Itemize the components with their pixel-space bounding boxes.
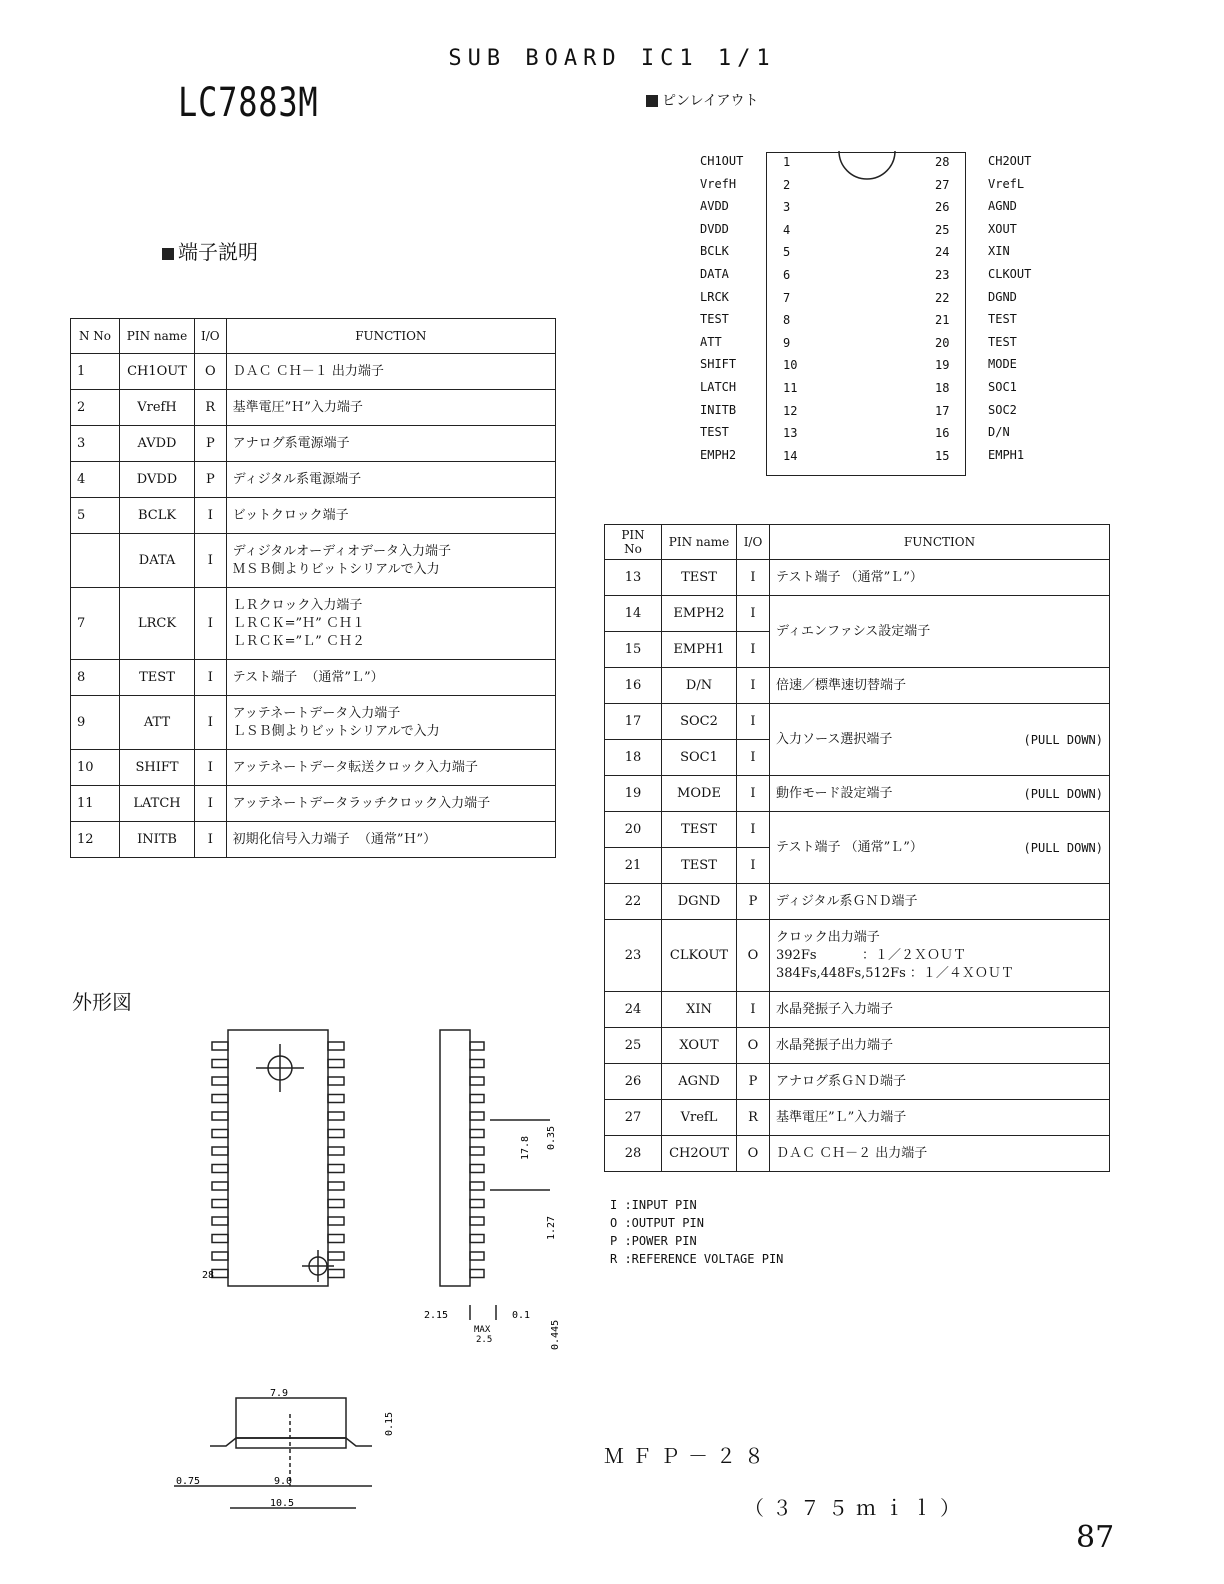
pin-name: TEST [662, 812, 737, 848]
pinout-label: MODE [988, 357, 1017, 372]
table-row [71, 750, 556, 786]
pin-io: P [737, 1064, 770, 1100]
table-row [605, 1028, 1110, 1064]
pin-io: I [737, 632, 770, 668]
function-text: 動作モード設定端子 [776, 785, 893, 801]
pin-io: I [737, 812, 770, 848]
pinout-number: 26 [935, 200, 950, 215]
pin-name: EMPH2 [662, 596, 737, 632]
table-row [605, 560, 1110, 596]
pin-name: LATCH [120, 786, 195, 822]
pin-desc-title: 端子説明 [178, 240, 258, 264]
pin-number: 8 [71, 660, 120, 696]
dim-length: 17.8 [520, 1135, 531, 1160]
pin-io: I [737, 992, 770, 1028]
pin-function [770, 704, 1110, 776]
package-lead [328, 1165, 344, 1173]
function-text: 基準電圧”Ｌ”入力端子 [776, 1109, 907, 1125]
pin-io: I [737, 776, 770, 812]
pin-number: 28 [605, 1136, 662, 1172]
pinout-label: XIN [988, 244, 1010, 259]
pin-name: SHIFT [120, 750, 195, 786]
dim-pin28: 28 [202, 1270, 215, 1281]
pin-number: 9 [71, 696, 120, 750]
pin-function: ディジタルオーディオデータ入力端子 ＭＳＢ側よりビットシリアルで入力 [226, 534, 555, 588]
pin-function: ディジタル系電源端子 [226, 462, 555, 498]
pinout-label: VrefH [700, 176, 737, 191]
pin-function: アナログ系電源端子 [226, 426, 555, 462]
dim-thickness: 0.445 [550, 1319, 561, 1350]
table-row [71, 588, 556, 660]
table-row [605, 704, 1110, 740]
pin-function: ＬＲクロック入力端子 ＬＲＣＫ=”Ｈ” ＣＨ１ ＬＲＣＫ=”Ｌ” ＣＨ２ [226, 588, 555, 660]
pinout-label: TEST [700, 312, 729, 327]
pinout-number: 23 [935, 268, 950, 282]
pin-io: I [195, 660, 227, 696]
pinout-label: LATCH [700, 380, 737, 394]
pin-io: I [195, 696, 227, 750]
pin-layout-title: ピンレイアウト [662, 93, 759, 109]
pinout-number: 15 [935, 448, 950, 463]
dim-standoff: 0.1 [512, 1310, 531, 1321]
pin-function [770, 920, 1110, 992]
outline-title: 外形図 [72, 990, 132, 1014]
table-row [71, 822, 556, 858]
pinout-number: 13 [783, 426, 798, 441]
pinout-label: DATA [700, 267, 729, 281]
package-lead [212, 1252, 228, 1260]
pin-name: TEST [120, 660, 195, 696]
package-lead [470, 1182, 484, 1190]
pin-name: DGND [662, 884, 737, 920]
col-no: PIN No [605, 525, 662, 560]
pin-io: I [195, 498, 227, 534]
package-lead [470, 1200, 484, 1208]
pin-function: 基準電圧”Ｈ”入力端子 [226, 390, 555, 426]
page-number: 87 [1076, 1520, 1115, 1555]
table-row [71, 462, 556, 498]
pin-name: CH2OUT [662, 1136, 737, 1172]
col-function: FUNCTION [770, 525, 1110, 560]
pinout-label: CLKOUT [988, 267, 1032, 281]
package-lead [328, 1060, 344, 1068]
pin-function: アッテネートデータラッチクロック入力端子 [226, 786, 555, 822]
package-lead [470, 1165, 484, 1173]
pinout-number: 28 [935, 155, 950, 169]
pinout-label: BCLK [700, 244, 729, 259]
package-lead [328, 1130, 344, 1138]
package-lead [212, 1147, 228, 1155]
col-pin: PIN name [662, 525, 737, 560]
table-row [71, 696, 556, 750]
pin-number: 4 [71, 462, 120, 498]
package-lead [328, 1112, 344, 1120]
pin-io: O [195, 354, 227, 390]
dim-body-width: 7.9 [270, 1388, 289, 1399]
package-lead [212, 1095, 228, 1103]
pin-number: 13 [605, 560, 662, 596]
table-row [605, 1100, 1110, 1136]
package-lead [470, 1112, 484, 1120]
pin-io: I [195, 786, 227, 822]
pin-io: I [737, 560, 770, 596]
function-text: ＤＡＣ ＣＨ－２ 出力端子 [776, 1145, 928, 1161]
pin-function [770, 1136, 1110, 1172]
package-lead [212, 1165, 228, 1173]
pin-number: 15 [605, 632, 662, 668]
pinout-number: 11 [783, 381, 798, 395]
ic-body [766, 152, 966, 476]
pinout-label: TEST [988, 312, 1017, 327]
function-text: 水晶発振子出力端子 [776, 1037, 894, 1053]
pinout-number: 2 [783, 177, 791, 192]
package-lead [328, 1270, 344, 1278]
package-lead [212, 1235, 228, 1243]
pin-name: EMPH1 [662, 632, 737, 668]
pinout-label: EMPH2 [700, 447, 737, 462]
package-lead [328, 1182, 344, 1190]
pin-name: XOUT [662, 1028, 737, 1064]
dim-lead-length: 0.75 [176, 1476, 201, 1487]
pin-number: 26 [605, 1064, 662, 1100]
package-end-view [170, 1386, 410, 1516]
pin-name: LRCK [120, 588, 195, 660]
pinout-number: 12 [783, 403, 798, 418]
pin-function [770, 1064, 1110, 1100]
package-name: ＭＦＰ－２８ [604, 1444, 772, 1468]
table-row [71, 390, 556, 426]
pin-io: O [737, 1028, 770, 1064]
pin-number: 5 [71, 498, 120, 534]
function-text: テスト端子 （通常”Ｌ”） [776, 569, 923, 585]
package-lead [328, 1200, 344, 1208]
pin-function [770, 812, 1110, 884]
pin-function [770, 776, 1110, 812]
package-lead [470, 1130, 484, 1138]
pin-name: VrefL [662, 1100, 737, 1136]
pin-function [770, 596, 1110, 668]
table-row [605, 884, 1110, 920]
pin-io: I [737, 848, 770, 884]
pin-number: 14 [605, 596, 662, 632]
pin-io: I [737, 668, 770, 704]
pin-io: R [737, 1100, 770, 1136]
pin-name: TEST [662, 560, 737, 596]
pin-number: 22 [605, 884, 662, 920]
package-lead [212, 1077, 228, 1085]
legend-item: O :OUTPUT PIN [610, 1216, 704, 1230]
table-row [71, 498, 556, 534]
function-text: 水晶発振子入力端子 [776, 1001, 894, 1017]
package-lead [212, 1130, 228, 1138]
table-row [605, 992, 1110, 1028]
io-legend [610, 1196, 783, 1268]
pin-number: 17 [605, 704, 662, 740]
function-text: ディジタル系ＧＮＤ端子 [776, 893, 918, 909]
function-text: 倍速／標準速切替端子 [776, 677, 907, 693]
pinout-number: 4 [783, 222, 791, 237]
pinout-number: 6 [783, 268, 791, 282]
pin-function [770, 1100, 1110, 1136]
pinout-number: 1 [783, 155, 791, 169]
function-note: (PULL DOWN) [1023, 732, 1103, 747]
pinout-label: SHIFT [700, 357, 737, 372]
package-lead [470, 1147, 484, 1155]
function-text: アナログ系ＧＮＤ端子 [776, 1073, 907, 1089]
pin-number: 27 [605, 1100, 662, 1136]
pin-name: XIN [662, 992, 737, 1028]
package-lead [470, 1270, 484, 1278]
pin-number: 2 [71, 390, 120, 426]
table-row [605, 812, 1110, 848]
table-row [605, 1136, 1110, 1172]
table-row [71, 354, 556, 390]
package-lead [212, 1182, 228, 1190]
pin-number: 11 [71, 786, 120, 822]
function-text: 入力ソース選択端子 [776, 731, 893, 747]
pin-name: MODE [662, 776, 737, 812]
pinout-number: 16 [935, 426, 950, 441]
package-side-view [440, 1030, 470, 1286]
pinout-number: 25 [935, 222, 950, 237]
dim-max-value: 2.5 [476, 1335, 493, 1345]
pin-io: I [737, 704, 770, 740]
pin-name: ATT [120, 696, 195, 750]
pin-function [770, 992, 1110, 1028]
table-row [71, 786, 556, 822]
pin-number: 25 [605, 1028, 662, 1064]
col-pin: PIN name [120, 319, 195, 354]
pinout-number: 27 [935, 177, 950, 192]
pinout-label: D/N [988, 425, 1010, 440]
pinout-number: 18 [935, 381, 950, 395]
pin-io: P [195, 462, 227, 498]
page-header: SUB BOARD IC1 1/1 [448, 46, 776, 71]
square-bullet-icon [162, 248, 174, 260]
pin-function [770, 1028, 1110, 1064]
pin-number: 24 [605, 992, 662, 1028]
pinout-number: 17 [935, 403, 950, 418]
pin-number: 12 [71, 822, 120, 858]
pin-number: 16 [605, 668, 662, 704]
pin-number: 19 [605, 776, 662, 812]
pin-io: O [737, 1136, 770, 1172]
pin-function: アッテネートデータ入力端子 ＬＳＢ側よりビットシリアルで入力 [226, 696, 555, 750]
pin-number: 20 [605, 812, 662, 848]
package-lead [212, 1112, 228, 1120]
pinout-label: TEST [700, 425, 729, 440]
table-row [605, 596, 1110, 632]
table-row [71, 660, 556, 696]
table-row [71, 534, 556, 588]
pin-name: DATA [120, 534, 195, 588]
function-text: クロック出力端子 392Fs ：１／２ＸＯＵＴ 384Fs,448Fs,512Fs ：１／４ＸＯＵＴ [776, 929, 1014, 981]
pin-number: 18 [605, 740, 662, 776]
pinout-number: 20 [935, 335, 950, 350]
package-outline-drawing [190, 1020, 590, 1360]
pin-number: 7 [71, 588, 120, 660]
pinout-number: 24 [935, 245, 950, 260]
pin-io: I [195, 750, 227, 786]
package-lead [328, 1217, 344, 1225]
pin-io: R [195, 390, 227, 426]
pin-number: 23 [605, 920, 662, 992]
col-io: I/O [195, 319, 227, 354]
package-lead [212, 1217, 228, 1225]
pin-name: DVDD [120, 462, 195, 498]
pinout-label: TEST [988, 334, 1017, 349]
package-lead [212, 1270, 228, 1278]
function-note: (PULL DOWN) [1023, 786, 1103, 801]
pin-table-right [604, 524, 1110, 1172]
package-lead [212, 1200, 228, 1208]
pin-io: I [195, 534, 227, 588]
package-lead [470, 1217, 484, 1225]
pinout-label: EMPH1 [988, 447, 1025, 462]
function-note: (PULL DOWN) [1023, 840, 1103, 855]
pin-number: 1 [71, 354, 120, 390]
pin-name: D/N [662, 668, 737, 704]
pinout-label: AGND [988, 199, 1017, 214]
pin-io: I [195, 588, 227, 660]
function-text: テスト端子 （通常”Ｌ”） [776, 839, 923, 855]
table-row [605, 776, 1110, 812]
pin-layout-heading [646, 90, 759, 110]
pin-io: O [737, 920, 770, 992]
pin-number: 21 [605, 848, 662, 884]
pin-name: INITB [120, 822, 195, 858]
square-bullet-icon [646, 95, 658, 107]
dim-pitch: 1.27 [546, 1215, 557, 1240]
legend-item: I :INPUT PIN [610, 1198, 697, 1212]
pin-function: テスト端子 （通常”Ｌ”） [226, 660, 555, 696]
pin-function: ビットクロック端子 [226, 498, 555, 534]
dim-overall: 10.5 [270, 1498, 295, 1509]
pinout-number: 9 [783, 335, 791, 350]
pinout-number: 7 [783, 290, 791, 305]
pin-function: アッテネートデータ転送クロック入力端子 [226, 750, 555, 786]
pin-name: VrefH [120, 390, 195, 426]
pin-number: 3 [71, 426, 120, 462]
pinout-number: 10 [783, 358, 798, 373]
pinout-label: DGND [988, 289, 1017, 304]
dim-span: 9.0 [274, 1476, 293, 1487]
pin-name: TEST [662, 848, 737, 884]
pin-number [71, 534, 120, 588]
pin-io: P [195, 426, 227, 462]
part-number: LC7883M [178, 80, 319, 126]
pin-name: AGND [662, 1064, 737, 1100]
pin-io: P [737, 884, 770, 920]
pinout-label: ATT [700, 334, 722, 349]
pinout-number: 22 [935, 290, 950, 305]
table-row [605, 668, 1110, 704]
pinout-number: 3 [783, 200, 791, 215]
pin-desc-heading [162, 236, 258, 265]
package-lead [328, 1095, 344, 1103]
dim-height: 2.15 [424, 1310, 449, 1321]
pin-name: AVDD [120, 426, 195, 462]
legend-item: P :POWER PIN [610, 1234, 697, 1248]
legend-item: R :REFERENCE VOLTAGE PIN [610, 1252, 784, 1266]
pin-name: CLKOUT [662, 920, 737, 992]
pin-name: CH1OUT [120, 354, 195, 390]
pinout-number: 14 [783, 448, 798, 463]
col-no: N No [71, 319, 120, 354]
pinout-label: VrefL [988, 176, 1025, 191]
package-lead [328, 1077, 344, 1085]
table-row [71, 426, 556, 462]
pin-number: 10 [71, 750, 120, 786]
package-lead [470, 1252, 484, 1260]
package-size: （３７５ｍｉｌ） [744, 1496, 968, 1520]
pinout-number: 5 [783, 245, 791, 260]
pin-function: 初期化信号入力端子 （通常”Ｈ”） [226, 822, 555, 858]
pin-io: I [195, 822, 227, 858]
pin-function [770, 668, 1110, 704]
package-lead [212, 1060, 228, 1068]
table-row [605, 920, 1110, 992]
function-text: ディエンファシス設定端子 [776, 623, 931, 639]
pinout-label: SOC2 [988, 402, 1017, 417]
pinout-label: CH2OUT [988, 154, 1032, 168]
package-lead [328, 1235, 344, 1243]
pin-io: I [737, 596, 770, 632]
pin-name: BCLK [120, 498, 195, 534]
col-function: FUNCTION [226, 319, 555, 354]
package-lead [470, 1060, 484, 1068]
package-lead [328, 1252, 344, 1260]
pin-name: SOC1 [662, 740, 737, 776]
package-lead [470, 1095, 484, 1103]
package-lead [470, 1042, 484, 1050]
pinout-label: DVDD [700, 221, 729, 236]
table-row [605, 1064, 1110, 1100]
dim-max: MAX [474, 1325, 491, 1335]
pinout-label: LRCK [700, 289, 729, 304]
dim-lead-thickness: 0.15 [384, 1411, 395, 1436]
pin-function [770, 560, 1110, 596]
package-lead [470, 1235, 484, 1243]
pinout-label: INITB [700, 402, 737, 417]
pin-function: ＤＡＣ ＣＨ－１ 出力端子 [226, 354, 555, 390]
pinout-number: 19 [935, 358, 950, 373]
pin-function [770, 884, 1110, 920]
pin-table-left [70, 318, 556, 858]
package-lead [212, 1042, 228, 1050]
pinout-label: XOUT [988, 221, 1017, 236]
pinout-label: CH1OUT [700, 154, 744, 168]
pinout-label: SOC1 [988, 380, 1017, 394]
package-lead [470, 1077, 484, 1085]
pinout-number: 21 [935, 313, 950, 328]
pinout-number: 8 [783, 313, 791, 328]
pin-io: I [737, 740, 770, 776]
col-io: I/O [737, 525, 770, 560]
package-lead [328, 1042, 344, 1050]
dim-lead-width: 0.35 [546, 1125, 557, 1150]
package-lead [328, 1147, 344, 1155]
pin-name: SOC2 [662, 704, 737, 740]
pinout-label: AVDD [700, 199, 729, 214]
